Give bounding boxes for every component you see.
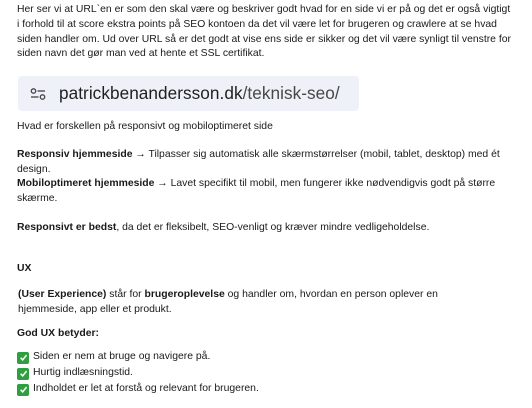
mobile-arrow: → bbox=[154, 178, 171, 190]
ux-body-mid: står for bbox=[106, 289, 145, 301]
summary-bold: Responsivt er bedst bbox=[17, 221, 117, 233]
god-ux-heading: God UX betyder: bbox=[17, 327, 99, 339]
responsive-arrow: → bbox=[132, 148, 149, 160]
tune-icon[interactable] bbox=[30, 88, 46, 100]
url-text[interactable] bbox=[59, 81, 340, 105]
ux-body-rest: og handler om, hvordan en person oplever en hjemmeside, app eller et produkt. bbox=[18, 289, 438, 316]
responsive-definition bbox=[17, 148, 517, 178]
intro-paragraph: Her ser vi at URL`en er som den skal være og beskriver godt hvad for en side vi er på og det er også vigtigt i forhold til at score ekstra points på SEO kontoen da det vil være let for brugeren og crawlere at se hvad siden handler om. Ud over URL så er det godt at vise ens side er sikker og det vil være synligt til venstre for siden navn det gør man ved at hente et SSL certifikat. bbox=[17, 4, 511, 60]
list-item-text: Hurtig indlæsningstid. bbox=[33, 367, 133, 379]
check-icon bbox=[17, 352, 29, 364]
url-path: /teknisk-seo/ bbox=[242, 83, 340, 104]
check-icon bbox=[17, 384, 29, 396]
mobile-description: Lavet specifikt til mobil, men fungerer ikke nødvendigvis godt på større skærme. bbox=[17, 178, 496, 205]
mobile-term: Mobiloptimeret hjemmeside bbox=[17, 178, 155, 190]
check-icon bbox=[17, 368, 29, 380]
summary-rest: , da det er fleksibelt, SEO-venligt og kræver mindre vedligeholdelse. bbox=[116, 221, 430, 233]
ux-checklist bbox=[17, 350, 517, 398]
question-text: Hvad er forskellen på responsivt og mobiloptimeret side bbox=[17, 121, 273, 133]
ux-heading: UX bbox=[17, 262, 32, 274]
list-item-text: Indholdet er let at forstå og relevant for brugeren. bbox=[33, 383, 259, 395]
url-domain: patrickbenandersson.dk bbox=[59, 83, 243, 104]
list-item bbox=[17, 382, 517, 398]
mobile-definition bbox=[17, 177, 517, 207]
summary-text bbox=[17, 221, 517, 236]
ux-description bbox=[17, 288, 498, 318]
list-item bbox=[17, 350, 517, 366]
ux-brugeroplevelse: brugeroplevelse bbox=[144, 289, 225, 301]
responsive-description: Tilpasser sig automatisk alle skærmstørrelser (mobil, tablet, desktop) med ét design. bbox=[17, 148, 500, 175]
ux-abbrev: (User Experience) bbox=[18, 289, 107, 301]
url-bar[interactable] bbox=[18, 76, 359, 111]
list-item bbox=[17, 366, 517, 382]
list-item-text: Siden er nem at bruge og navigere på. bbox=[33, 351, 211, 363]
responsive-term: Responsiv hjemmeside bbox=[17, 148, 133, 160]
document-page bbox=[17, 3, 517, 398]
